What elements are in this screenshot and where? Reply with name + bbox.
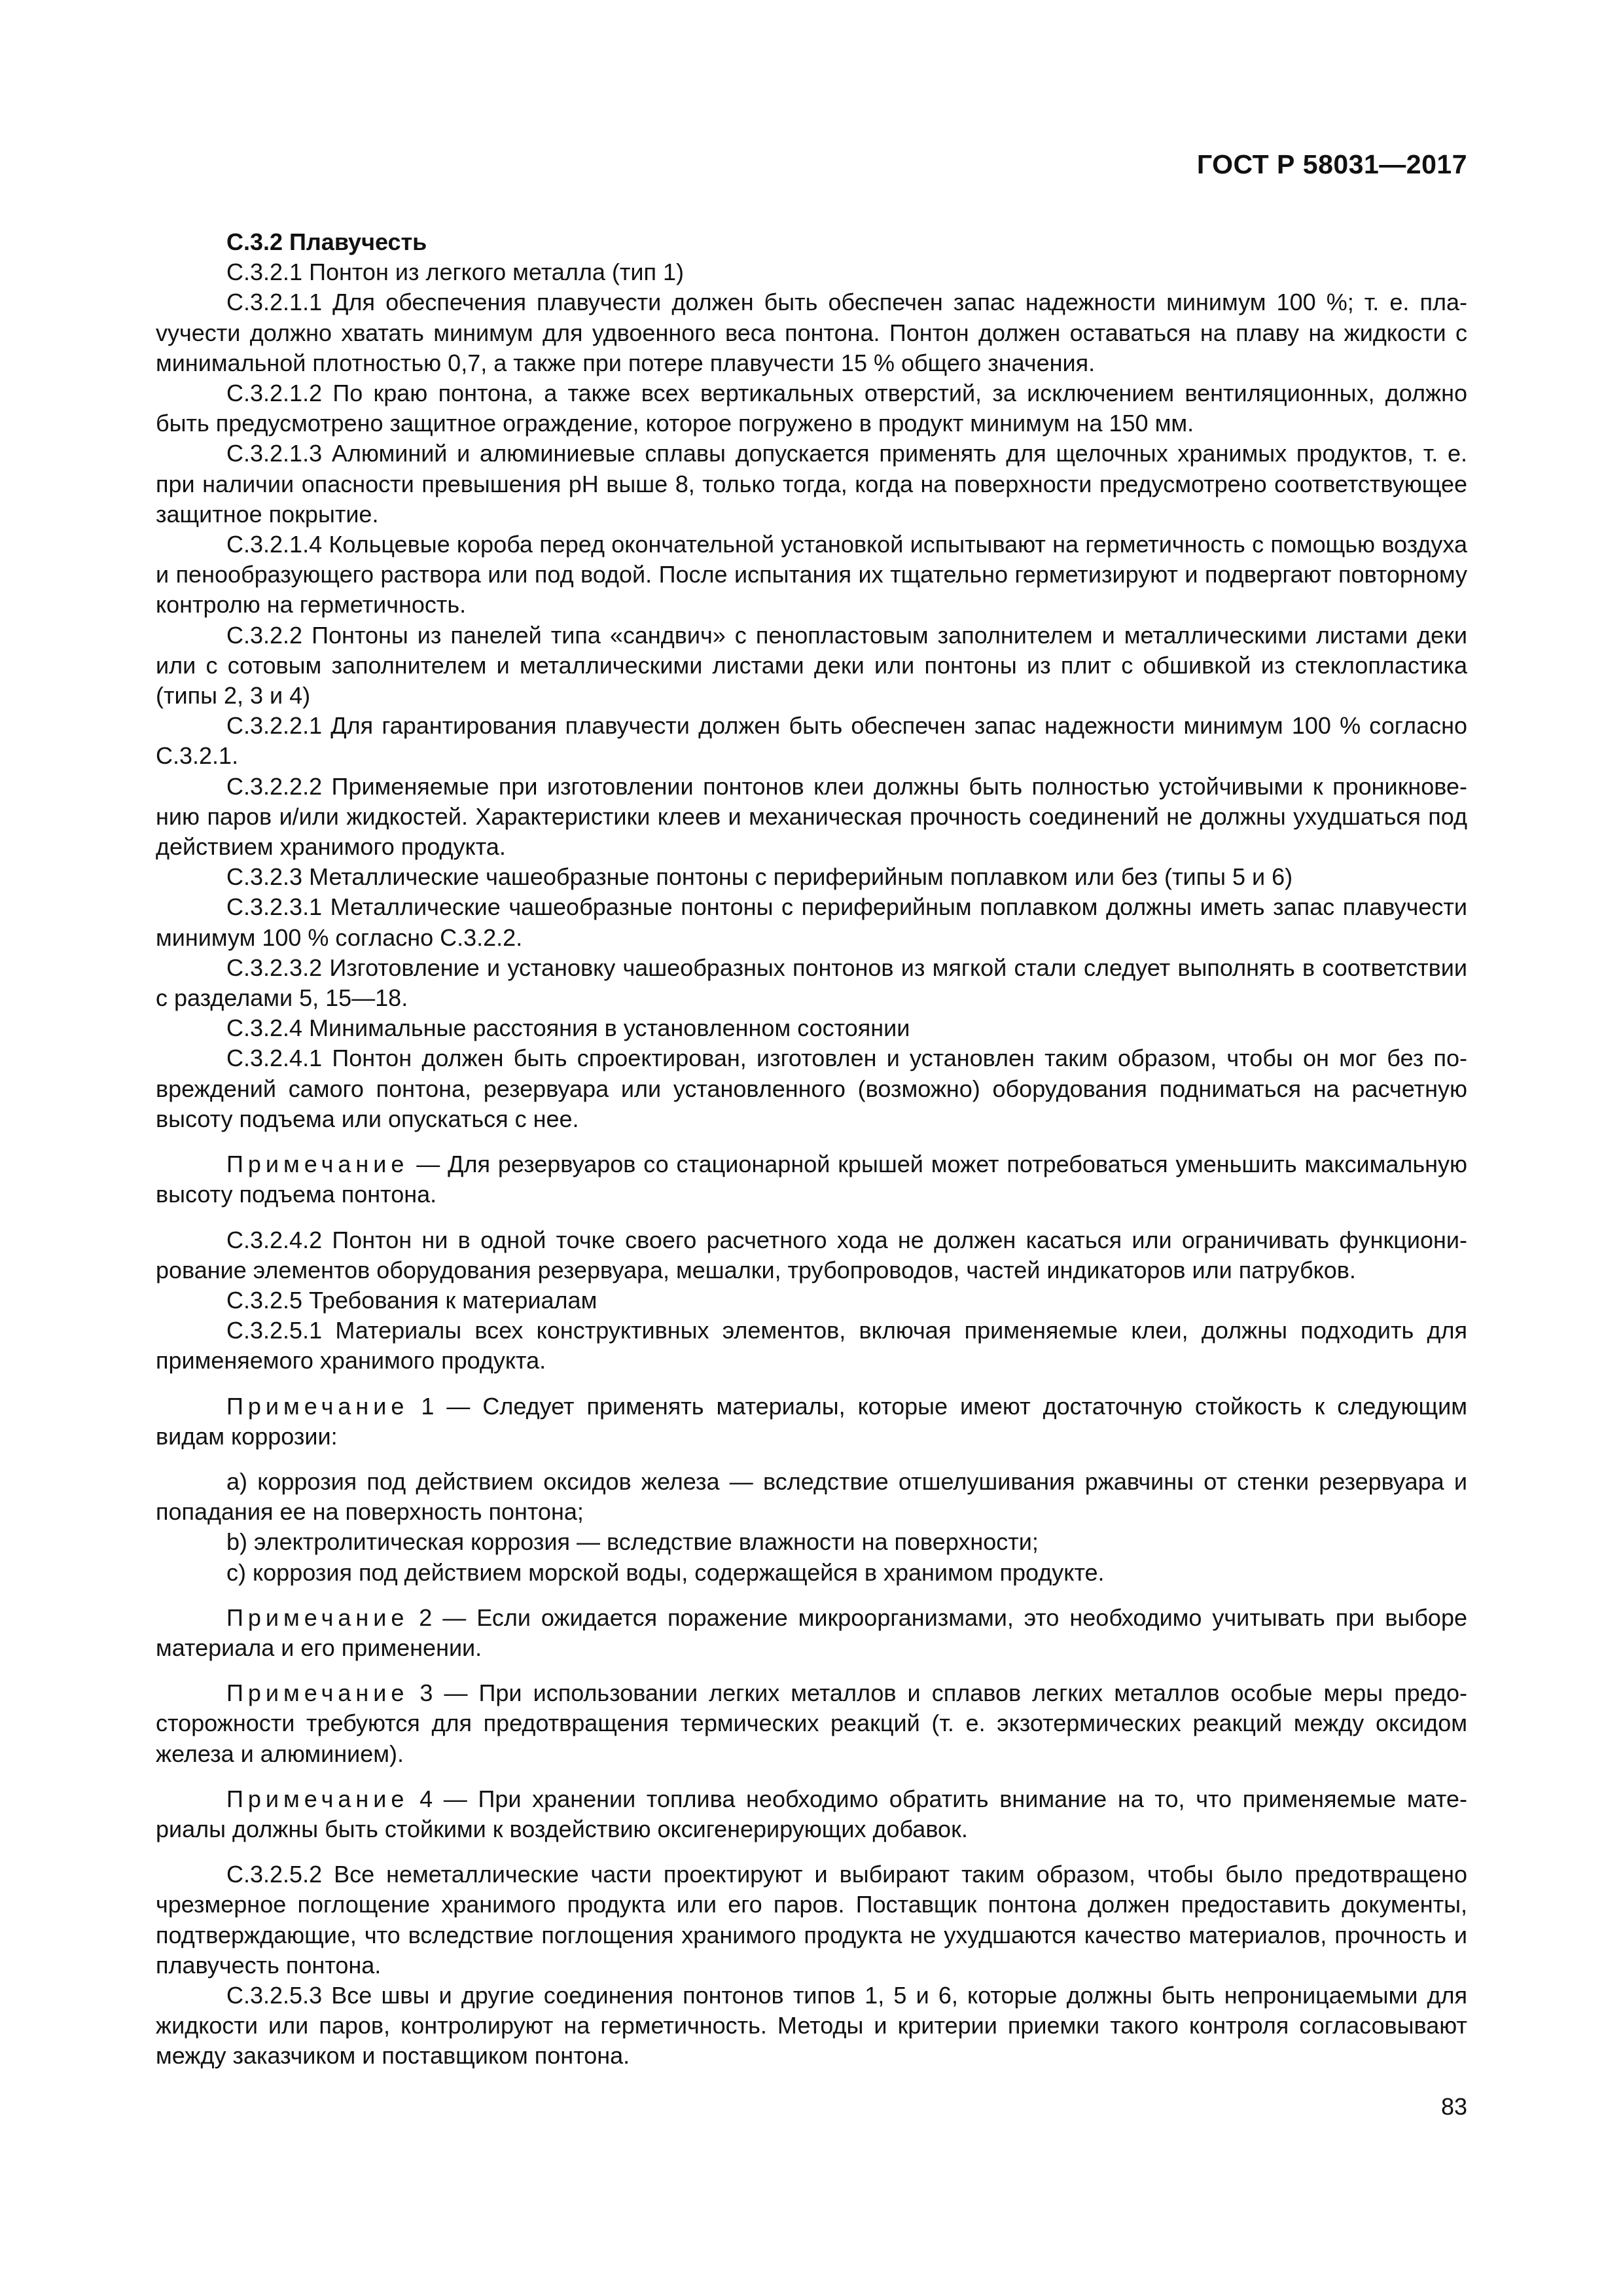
note-list-item: b) электролитическая коррозия — вследствие влажности на поверхности; — [226, 1528, 1039, 1556]
paragraph: С.3.2.1.1 Для обеспечения плавучести должен быть обеспечен запас надежности минимум 100 %; т. е. плаvучести должно хватать минимум для удвоенного веса понтона. Понтон должен оставаться на плаву на жидкости с минимальной плотностью 0,7, а также при потере плавучести 15 % общего значения. — [156, 289, 1467, 376]
subsection-title: С.3.2.5 Требования к материалам — [226, 1286, 597, 1314]
note-text: 4 — При хранении топлива необходимо обратить внимание на то, что применяемые материалы должны быть стойкими к воздействию оксигенерирующих добавок. — [156, 1785, 1467, 1842]
note — [156, 1678, 1467, 1769]
page-number: 83 — [1440, 2093, 1467, 2120]
subsection-title: С.3.2.3 Металлические чашеобразные понтоны с периферийным поплавком или без (типы 5 и 6) — [226, 863, 1293, 891]
subsection-title: С.3.2.2 Понтоны из панелей типа «сандвич» с пенопластовым заполнителем и металлическими листами деки или с сотовым заполнителем и металлическими листами деки или понтоны из плит с обшивкой из стеклопластика (типы 2, 3 и 4) — [156, 621, 1467, 709]
section-heading: С.3.2 Плавучесть — [226, 228, 427, 255]
paragraph: С.3.2.5.1 Материалы всех конструктивных элементов, включая применяемые клеи, должны подходить для применяемого хранимого продукта. — [156, 1317, 1467, 1374]
note — [156, 1149, 1467, 1210]
paragraph: С.3.2.5.2 Все неметаллические части проектируют и выбирают таким образом, чтобы было предотвращено чрезмерное поглощение хранимого продукта или его паров. Поставщик понтона должен предоставить документы, подтверждающие, что вследствие поглощения хранимого продукта не ухудшаются качество материалов, прочность и плавучесть понтона. — [156, 1861, 1467, 1979]
note — [156, 1784, 1467, 1844]
paragraph: С.3.2.2.1 Для гарантирования плавучести должен быть обеспечен запас надежности минимум 100 % согласно С.3.2.1. — [156, 712, 1467, 770]
paragraph: С.3.2.1.2 По краю понтона, а также всех вертикальных отверстий, за исключением вентиляционных, должно быть предусмотрено защитное ограждение, которое погружено в продукт минимум на 150 мм. — [156, 380, 1467, 437]
note-label: Примечание — [226, 1785, 409, 1812]
note-label: Примечание — [226, 1679, 409, 1707]
note-text: — Для резервуаров со стационарной крышей может потребоваться уменьшить максимальную высоту подъема понтона. — [156, 1151, 1467, 1208]
note-list-item: c) коррозия под действием морской воды, содержащейся в хранимом продукте. — [226, 1558, 1105, 1586]
paragraph: С.3.2.4.1 Понтон должен быть спроектирован, изготовлен и установлен таким образом, чтобы он мог без повреждений самого понтона, резервуара или установленного (возможно) оборудования подниматься на расчетную высоту подъема или опускаться с нее. — [156, 1045, 1467, 1132]
note — [156, 1391, 1467, 1452]
subsection-title: С.3.2.4 Минимальные расстояния в установленном состоянии — [226, 1014, 910, 1042]
paragraph: С.3.2.1.4 Кольцевые короба перед окончательной установкой испытывают на герметичность с помощью воздуха и пенообразующего раствора или под водой. После испытания их тщательно герметизируют и подвергают повторному контролю на герметичность. — [156, 531, 1467, 619]
note-text: 2 — Если ожидается поражение микроорганизмами, это необходимо учитывать при выборе материала и его применении. — [156, 1604, 1467, 1661]
document-body — [156, 227, 1467, 2072]
note-label: Примечание — [226, 1604, 409, 1631]
subsection-title: С.3.2.1 Понтон из легкого металла (тип 1) — [226, 259, 684, 286]
note-label: Примечание — [226, 1151, 409, 1178]
note-label: Примечание — [226, 1392, 409, 1420]
paragraph: С.3.2.5.3 Все швы и другие соединения понтонов типов 1, 5 и 6, которые должны быть непроницаемыми для жидкости или паров, контролируют на герметичность. Методы и критерии приемки такого контроля согласовывают между заказчиком и поставщиком понтона. — [156, 1981, 1467, 2070]
note-text: 3 — При использовании легких металлов и сплавов легких металлов особые меры предосторожности требуются для предотвращения термических реакций (т. е. экзотермических реакций между оксидом железа и алюминием). — [156, 1679, 1467, 1767]
note-text: 1 — Следует применять материалы, которые имеют достаточную стойкость к следующим видам коррозии: — [156, 1392, 1467, 1450]
note — [156, 1603, 1467, 1663]
note-list-item: a) коррозия под действием оксидов железа — вследствие отшелушивания ржавчины от стенки резервуара и попадания ее на поверхность понтона; — [156, 1467, 1467, 1526]
paragraph: С.3.2.3.2 Изготовление и установку чашеобразных понтонов из мягкой стали следует выполнять в соответствии с разделами 5, 15—18. — [156, 954, 1467, 1012]
paragraph: С.3.2.3.1 Металлические чашеобразные понтоны с периферийным поплавком должны иметь запас плавучести минимум 100 % согласно С.3.2.2. — [156, 893, 1467, 951]
document-id-header: ГОСТ Р 58031—2017 — [1196, 149, 1467, 179]
paragraph: С.3.2.1.3 Алюминий и алюминиевые сплавы допускается применять для щелочных хранимых продуктов, т. е. при наличии опасности превышения рН выше 8, только тогда, когда на поверхности предусмотрено соответствующее защитное покрытие. — [156, 440, 1467, 528]
paragraph: С.3.2.4.2 Понтон ни в одной точке своего расчетного хода не должен касаться или ограничивать функционирование элементов оборудования резервуара, мешалки, трубопроводов, частей индикаторов или патрубков. — [156, 1226, 1467, 1283]
paragraph: С.3.2.2.2 Применяемые при изготовлении понтонов клеи должны быть полностью устойчивыми к проникновению паров и/или жидкостей. Характеристики клеев и механическая прочность соединений не должны ухудшаться под действием хранимого продукта. — [156, 772, 1467, 861]
